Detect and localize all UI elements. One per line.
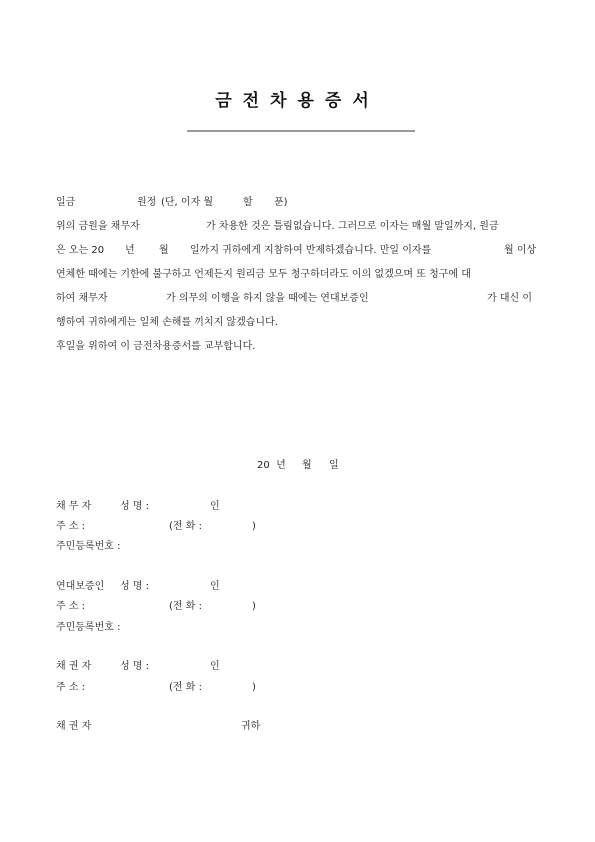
date-year: 20 년 — [257, 460, 286, 471]
paragraph-line-2d: 일까지 귀하에게 지참하여 반제하겠습니다. 만일 이자를 — [190, 245, 432, 256]
paragraph-line-4c: 가 대신 이 — [487, 293, 532, 304]
paragraph-line-1a: 위의 금원을 채무자 — [56, 221, 140, 232]
amount-label: 일금 — [56, 197, 76, 208]
paragraph-line-2a: 은 오는 20 — [56, 245, 105, 256]
debtor-seal: 인 — [210, 501, 220, 512]
paragraph-line-5: 행하여 귀하에게는 일체 손해를 끼치지 않겠습니다. — [56, 317, 278, 328]
guarantor-phone-label: (전 화 : — [169, 601, 202, 612]
guarantor-phone-close: ) — [252, 601, 256, 612]
date-month: 월 — [302, 460, 312, 471]
paragraph-line-4a: 하여 채무자 — [56, 293, 108, 304]
addressee-honorific: 귀하 — [241, 721, 261, 732]
paragraph-line-2-month: 월 — [159, 245, 169, 256]
paragraph-line-4b: 가 의무의 이행을 하지 않을 때에는 연대보증인 — [166, 293, 369, 304]
debtor-phone-label: (전 화 : — [169, 521, 202, 532]
creditor-address-label: 주 소 : — [56, 682, 86, 693]
paragraph-line-3: 연체한 때에는 기한에 불구하고 언제든지 원리금 모두 청구하더라도 이의 없겠으며 또 청구에 대 — [56, 269, 471, 280]
guarantor-address-label: 주 소 : — [56, 601, 86, 612]
interest-hal-label: 할 — [243, 197, 253, 208]
creditor-role: 채 권 자 — [56, 661, 92, 672]
interest-detail-label: (단, 이자 월 — [161, 197, 214, 208]
paragraph-line-2-year: 년 — [125, 245, 135, 256]
debtor-name-label: 성 명 : — [120, 501, 150, 512]
document-title: 금전차용증서 — [215, 91, 380, 111]
guarantor-id-label: 주민등록번호 : — [56, 622, 121, 633]
creditor-phone-close: ) — [252, 682, 256, 693]
creditor-name-label: 성 명 : — [120, 661, 150, 672]
addressee-label: 채 권 자 — [56, 721, 92, 732]
creditor-seal: 인 — [210, 661, 220, 672]
debtor-address-label: 주 소 : — [56, 521, 86, 532]
debtor-phone-close: ) — [252, 521, 256, 532]
guarantor-seal: 인 — [210, 581, 220, 592]
title-underline — [187, 130, 415, 132]
debtor-role: 채 무 자 — [56, 501, 92, 512]
amount-won-label: 원정 — [137, 197, 157, 208]
interest-pun-label: 푼) — [274, 197, 288, 208]
paragraph-line-2e: 월 이상 — [504, 245, 537, 256]
guarantor-role: 연대보증인 — [56, 581, 105, 592]
creditor-phone-label: (전 화 : — [169, 682, 202, 693]
paragraph-line-6: 후일을 위하여 이 금전차용증서를 교부합니다. — [56, 341, 256, 352]
paragraph-line-1b: 가 차용한 것은 틀림없습니다. 그러므로 이자는 매월 말일까지, 원금 — [206, 221, 499, 232]
debtor-id-label: 주민등록번호 : — [56, 541, 121, 552]
guarantor-name-label: 성 명 : — [120, 581, 150, 592]
date-day: 일 — [329, 460, 339, 471]
